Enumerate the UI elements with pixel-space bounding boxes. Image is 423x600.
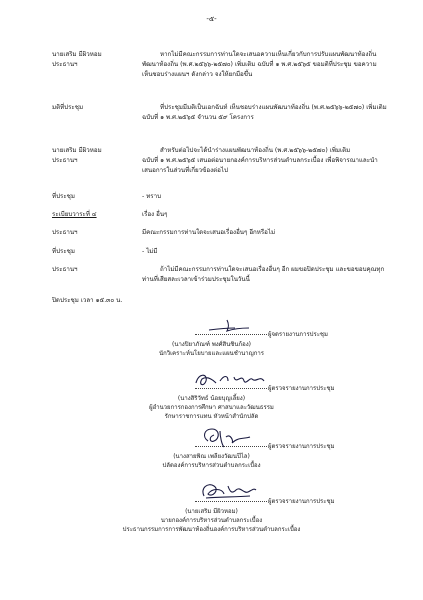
signature-line [195, 388, 267, 389]
resolution-label: มติที่ประชุม [52, 104, 84, 111]
signatory-name: (นางสายพิณ เพลียงวัฒนปีไล) [173, 453, 250, 460]
entry-7 [52, 228, 387, 238]
signatory-title: นักวิเคราะห์นโยบายและแผนชำนาญการ [159, 350, 264, 357]
signatory-title: ผู้อำนวยการกองการศึกษา ศาสนาและวัฒนธรรม [149, 404, 274, 411]
meeting-label: ที่ประชุม [52, 193, 75, 200]
signature-line [195, 334, 267, 335]
signature-role: ผู้ตรวจรายงานการประชุม [268, 443, 335, 450]
signatory-title: นายกองค์การบริหารส่วนตำบลกระเบื้อง [160, 517, 263, 524]
speaker-label: ประธานฯ [52, 157, 78, 164]
entry-text: - ทราบ [142, 193, 162, 200]
entry-5 [52, 192, 387, 202]
signature-role: ผู้ตรวจรายงานการประชุม [268, 498, 335, 505]
signatory-title-2: ประธานกรรมการการพัฒนาท้องถิ่นองค์การบริหารส่วนตำบลกระเบื้อง [122, 526, 301, 533]
signatory-name: (นางสิริวัทธ์ น้อยบุญเลี้ยง) [177, 395, 246, 402]
entry-4 [52, 156, 387, 175]
entry-text: ถ้าไม่มีคณะกรรมการท่านใดจะเสนอเรื่องอื่นๆ อีก ผมขอปิดประชุม และขอขอบคุณทุกท่านที่เสียสละเวลาเข้าร่วมประชุมในวันนี้ [142, 266, 385, 283]
agenda-label: ระเบียบวาระที่ ๔ [52, 211, 97, 218]
meeting-label: ที่ประชุม [52, 248, 75, 255]
entry-1 [52, 60, 387, 79]
entry-6 [52, 210, 387, 220]
entry-text: มีคณะกรรมการท่านใดจะเสนอเรื่องอื่นๆ อีกหรือไม่ [142, 229, 276, 236]
speaker-label: นายเสริม มีผิวหอม [52, 147, 102, 154]
handwritten-signature-icon [196, 478, 260, 502]
signature-role: ผู้จดรายงานการประชุม [268, 331, 328, 338]
signatory-name: (นางปิยาภัณฑ์ พงศ์สินชินก้อง) [172, 341, 251, 348]
entry-0 [52, 50, 387, 60]
entry-text: หากไม่มีคณะกรรมการท่านใดจะเสนอความเห็นเกี่ยวกับการปรับแผนพัฒนาท้องถิ่น [160, 51, 377, 58]
entry-8 [52, 247, 387, 257]
speaker-label: ประธานฯ [52, 229, 78, 236]
entry-9 [52, 265, 387, 284]
entry-text: พัฒนาท้องถิ่น (พ.ศ.๒๕๖๖-๒๕๗๐) เพิ่มเติม ฉบับที่ ๑ พ.ศ.๒๕๖๕ ขอมติที่ประชุม ขอความเห็นชอบร่างแผนฯ ดังกล่าว จงให้ยกมือขึ้น [142, 61, 377, 78]
closing-time: ปิดประชุม เวลา ๑๕.๓๐ น. [52, 297, 123, 304]
signature-line [195, 501, 267, 502]
signature-role: ผู้ตรวจรายงานการประชุม [268, 385, 335, 392]
speaker-label: ประธานฯ [52, 266, 78, 273]
signatory-title: ปลัดองค์การบริหารส่วนตำบลกระเบื้อง [162, 462, 261, 469]
entry-text: ที่ประชุมมีมติเป็นเอกฉันท์ เห็นชอบร่างแผนพัฒนาท้องถิ่น (พ.ศ.๒๕๖๖-๒๕๗๐) เพิ่มเติม ฉบับที่ ๑ พ.ศ.๒๕๖๕ จำนวน ๕๙ โครงการ [142, 104, 387, 121]
signatory-name: (นายเสริม มีผิวหอม) [185, 508, 238, 515]
entry-text: เรื่อง อื่นๆ [142, 211, 168, 218]
signature-line [195, 446, 267, 447]
entry-2 [52, 103, 387, 122]
page-number: -๕- [206, 15, 217, 23]
handwritten-signature-icon [205, 316, 255, 336]
entry-3 [52, 146, 387, 156]
speaker-label: นายเสริม มีผิวหอม [52, 51, 102, 58]
speaker-label: ประธานฯ [52, 61, 78, 68]
entry-text: ฉบับที่ ๑ พ.ศ.๒๕๖๕ เสนอต่อนายกองค์การบริหารส่วนตำบลกระเบื้อง เพื่อพิจารณาและนำเสนอการในส่วนที่เกี่ยวข้องต่อไป [142, 157, 378, 174]
entry-text: - ไม่มี [142, 248, 158, 255]
entry-text: สำหรับต่อไปจะได้นำร่างแผนพัฒนาท้องถิ่น (พ.ศ.๒๕๖๖-๒๕๗๐) เพิ่มเติม [160, 147, 351, 154]
signatory-title-2: รักษาราชการแทน หัวหน้าสำนักปลัด [164, 413, 259, 420]
